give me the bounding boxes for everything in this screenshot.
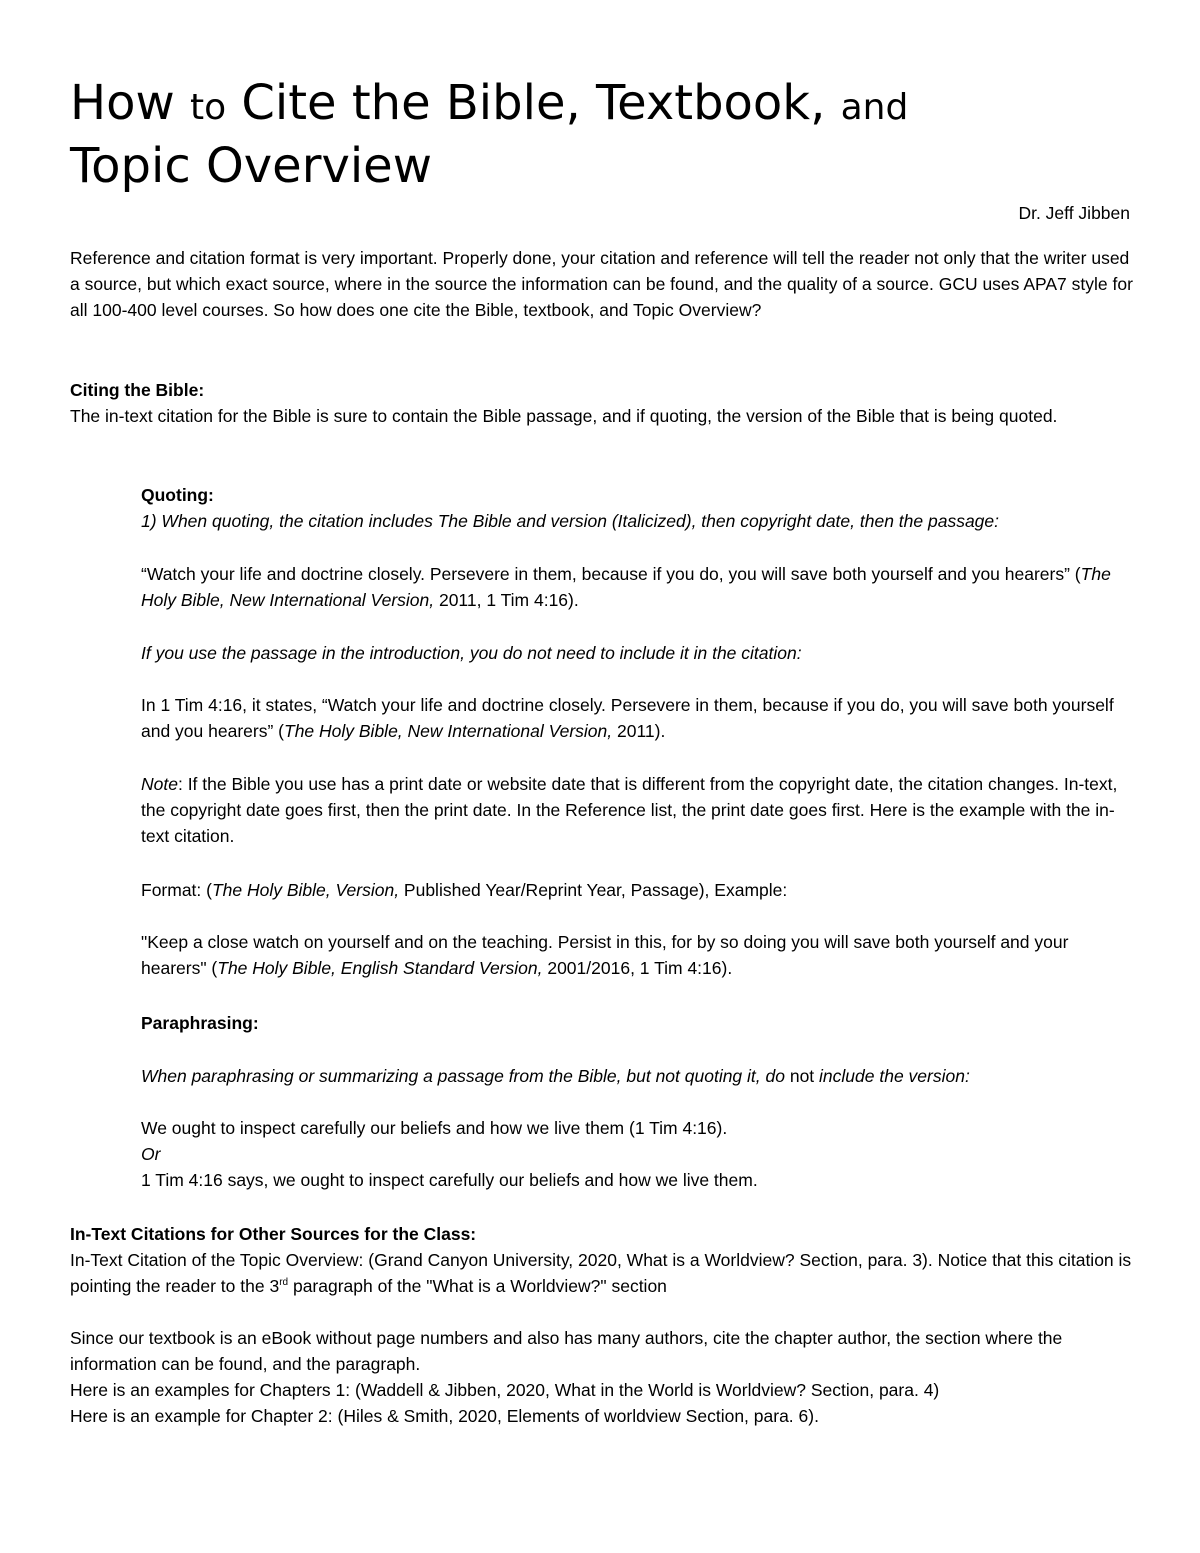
chapter-2-example: Here is an example for Chapter 2: (Hiles & Smith, 2020, Elements of worldview Section, para. 6).: [70, 1406, 819, 1426]
other-sources-heading: In-Text Citations for Other Sources for the Class:: [70, 1224, 477, 1244]
format-text: Format: (: [141, 880, 212, 900]
quoting-heading: Quoting:: [141, 485, 214, 505]
paraphrasing-rule: [141, 1063, 1135, 1089]
bible-paragraph: The in-text citation for the Bible is sure to contain the Bible passage, and if quoting, the version of the Bible that is being quoted.: [70, 406, 1058, 426]
format-line: [141, 877, 1135, 903]
quoting-rule: 1) When quoting, the citation includes The Bible and version (Italicized), then copyright date, then the passage:: [141, 511, 1000, 531]
bible-version: The Holy Bible, New International Version,: [141, 564, 1111, 610]
example-text: 2011).: [612, 721, 666, 741]
bible-version: The Holy Bible, English Standard Version,: [217, 958, 543, 978]
note-text: : If the Bible you use has a print date or website date that is different from the copyright date, the citation changes. In-text, the copyright date goes first, then the print date. In the Reference list, the print date goes first. Here is the example with the in-text citation.: [141, 774, 1118, 846]
quote-example-2: [141, 692, 1135, 744]
topic-text: In-Text Citation of the Topic Overview: (Grand Canyon University, 2020, What is a Worldview? Section, para. 3). Notice that this citation is pointing the reader to the 3: [70, 1250, 1132, 1296]
rule-text: include the version:: [814, 1066, 970, 1086]
title-part: and: [840, 87, 909, 128]
ordinal-superscript: rd: [279, 1277, 289, 1289]
intro-paragraph: Reference and citation format is very important. Properly done, your citation and reference will tell the reader not only that the writer used a source, but which exact source, where in the source the information can be found, and the quality of a source. GCU uses APA7 style for all 100-400 level courses. So how does one cite the Bible, textbook, and Topic Overview?: [70, 248, 1133, 320]
example-text: "Keep a close watch on yourself and on the teaching. Persist in this, for by so doing you will save both yourself and your hearers" (: [141, 932, 1069, 978]
or-label: Or: [141, 1144, 161, 1164]
title-part: to: [189, 87, 227, 128]
quote-example-1: [141, 561, 1135, 613]
topic-text: paragraph of the "What is a Worldview?" section: [288, 1276, 667, 1296]
example-text: “Watch your life and doctrine closely. Persevere in them, because if you do, you will save both yourself and you hearers” (: [141, 564, 1081, 584]
bible-version: The Holy Bible, New International Version,: [284, 721, 613, 741]
note-label: Note: [141, 774, 178, 794]
quote-example-3: [141, 929, 1135, 981]
example-text: 2001/2016, 1 Tim 4:16).: [542, 958, 733, 978]
format-text: Published Year/Reprint Year, Passage), Example:: [399, 880, 788, 900]
chapter-1-example: Here is an examples for Chapters 1: (Waddell & Jibben, 2020, What in the World is Worldview? Section, para. 4): [70, 1380, 940, 1400]
note-paragraph: [141, 771, 1135, 849]
paraphrase-example-2: 1 Tim 4:16 says, we ought to inspect carefully our beliefs and how we live them.: [141, 1170, 758, 1190]
introduction-rule: If you use the passage in the introduction, you do not need to include it in the citation:: [141, 643, 802, 663]
rule-emphasis: not: [789, 1066, 815, 1086]
paraphrasing-heading: Paraphrasing:: [141, 1013, 259, 1033]
topic-overview-paragraph: [70, 1247, 1135, 1299]
paraphrase-example-1: We ought to inspect carefully our beliefs and how we live them (1 Tim 4:16).: [141, 1118, 728, 1138]
bible-heading: Citing the Bible:: [70, 380, 205, 400]
title-part: Cite the Bible, Textbook,: [226, 75, 841, 131]
example-text: 2011, 1 Tim 4:16).: [434, 590, 579, 610]
example-text: In 1 Tim 4:16, it states, “Watch your life and doctrine closely. Persevere in them, because if you do, you will save both yourself and you hearers” (: [141, 695, 1114, 741]
textbook-paragraph: Since our textbook is an eBook without page numbers and also has many authors, cite the chapter author, the section where the information can be found, and the paragraph.: [70, 1328, 1063, 1374]
format-version: The Holy Bible, Version,: [211, 880, 400, 900]
title-part: Topic Overview: [70, 138, 432, 194]
title-part: How: [70, 75, 190, 131]
author-name: Dr. Jeff Jibben: [1018, 203, 1130, 223]
page-title: [70, 74, 1130, 195]
rule-text: When paraphrasing or summarizing a passage from the Bible, but not quoting it, do: [141, 1066, 790, 1086]
